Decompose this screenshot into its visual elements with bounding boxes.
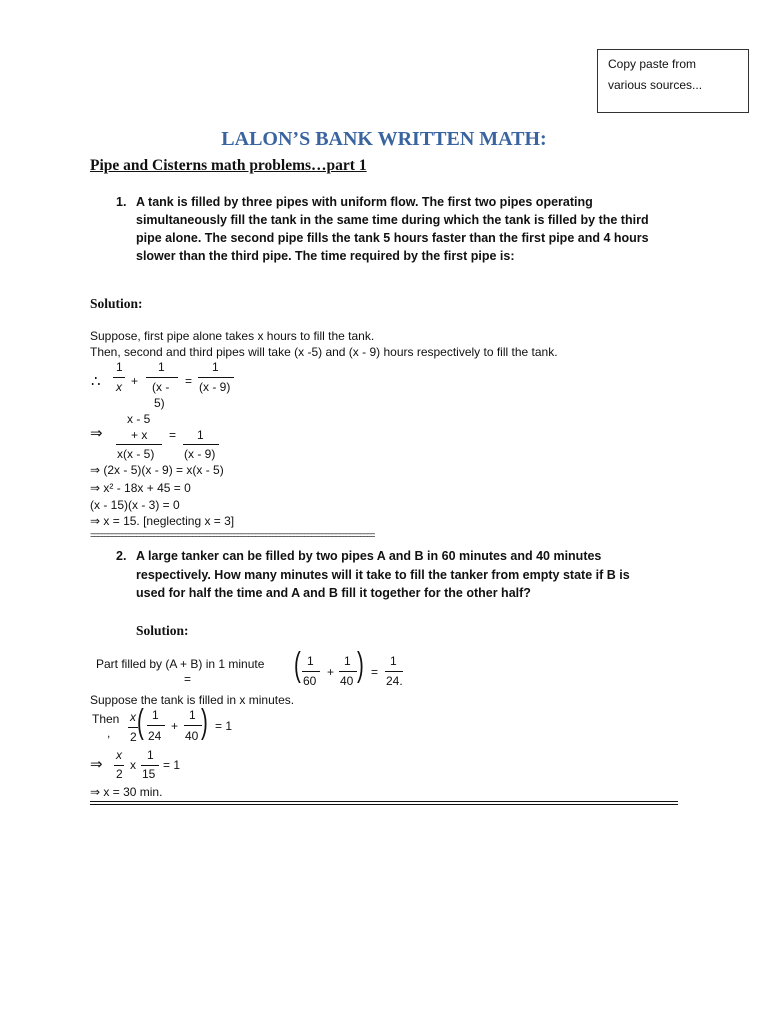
fraction-numerator: x [116, 748, 122, 762]
source-note-box [597, 49, 749, 113]
solution-1-intro: Then, second and third pipes will take (x -5) and (x - 9) hours respectively to fill the tank. [90, 345, 558, 359]
fraction-denominator: 60 [303, 674, 317, 688]
fraction-bar [302, 671, 320, 672]
question-2-line: A large tanker can be filled by two pipes A and B in 60 minutes and 40 minutes [136, 549, 602, 563]
solution-2-label: Solution: [136, 623, 189, 638]
comma: , [107, 726, 111, 740]
fraction-bar [339, 671, 357, 672]
implies-arrow: ⇒ [90, 756, 103, 773]
fraction-bar [147, 725, 165, 726]
plus-sign: + [131, 374, 139, 388]
solution-1-step: ⇒ x² - 18x + 45 = 0 [90, 481, 191, 495]
fraction-numerator: 1 [212, 360, 219, 374]
left-paren: ( [137, 703, 144, 741]
fraction-numerator: x [130, 710, 136, 724]
fraction-numerator: 1 [307, 654, 314, 668]
fraction-denominator: (x - [152, 380, 170, 394]
question-1-line: slower than the third pipe. The time required by the first pipe is: [136, 249, 515, 263]
part-filled-label: Part filled by (A + B) in 1 minute [96, 657, 265, 671]
fraction-numerator: 1 [197, 428, 204, 442]
fraction-denominator: x(x - 5) [117, 447, 155, 461]
fraction-denominator: 40 [185, 729, 199, 743]
fraction-denominator: 2 [116, 767, 123, 781]
question-2-line: used for half the time and A and B fill it together for the other half? [136, 586, 531, 600]
fraction-bar [141, 765, 159, 766]
separator-line: ================================================================================= [90, 531, 374, 541]
fraction-bar [385, 671, 403, 672]
right-paren: ) [357, 646, 364, 684]
fraction-denominator: x [116, 380, 122, 394]
document-title: LALON’S BANK WRITTEN MATH: [221, 128, 547, 150]
solution-1-intro: Suppose, first pipe alone takes x hours to fill the tank. [90, 329, 375, 343]
fraction-denominator: 40 [340, 674, 354, 688]
fraction-numerator: 1 [116, 360, 123, 374]
result-text: = 1 [163, 758, 181, 772]
fraction-denominator: 5) [154, 396, 165, 410]
question-1-line: A tank is filled by three pipes with uniform flow. The first two pipes operating [136, 195, 593, 209]
question-1-line: pipe alone. The second pipe fills the tank 5 hours faster than the first pipe and 4 hours [136, 231, 649, 245]
solution-1-step: ⇒ x = 15. [neglecting x = 3] [90, 514, 235, 528]
fraction-numerator: 1 [390, 654, 397, 668]
question-1-number: 1. [116, 195, 127, 209]
equals-sign: = [169, 428, 177, 442]
fraction-denominator: 24 [148, 729, 162, 743]
question-2-number: 2. [116, 549, 127, 563]
source-note-line-1: Copy paste from [608, 57, 697, 71]
fraction-bar [114, 765, 124, 766]
solution-1-label: Solution: [90, 296, 143, 311]
fraction-numerator: x - 5 [127, 412, 151, 426]
fraction-denominator: (x - 9) [199, 380, 231, 394]
fraction-numerator: 1 [158, 360, 165, 374]
fraction-denominator: (x - 9) [184, 447, 216, 461]
section-end-double-rule [90, 801, 678, 805]
equals-sign: = [185, 374, 193, 388]
fraction-bar [146, 377, 178, 378]
fraction-numerator: + x [131, 428, 148, 442]
fraction-bar [184, 725, 202, 726]
fraction-denominator: 15 [142, 767, 156, 781]
fraction-bar [198, 377, 234, 378]
fraction-bar [113, 377, 125, 378]
fraction-denominator: 24. [386, 674, 403, 688]
plus-sign: + [327, 665, 335, 679]
plus-sign: + [171, 719, 179, 733]
therefore-symbol: ∴ [91, 373, 101, 390]
times-sign: x [130, 758, 136, 772]
fraction-bar [116, 444, 162, 445]
right-paren: ) [201, 703, 208, 741]
section-subtitle: Pipe and Cisterns math problems…part 1 [90, 157, 367, 174]
fraction-numerator: 1 [344, 654, 351, 668]
fraction-numerator: 1 [152, 708, 159, 722]
source-note-line-2: various sources... [608, 78, 703, 92]
solution-1-step: ⇒ (2x - 5)(x - 9) = x(x - 5) [90, 463, 224, 477]
then-word: Then [92, 712, 120, 726]
equals-sign: = [184, 672, 192, 686]
question-2-line: respectively. How many minutes will it take to fill the tanker from empty state if B is [136, 568, 630, 582]
question-1-line: simultaneously fill the tank in the same time during which the tank is filled by the third [136, 213, 649, 227]
fraction-denominator: 2 [130, 730, 137, 744]
left-paren: ( [294, 646, 301, 684]
result-text: = 1 [215, 719, 233, 733]
equals-sign: = [371, 665, 379, 679]
implies-arrow: ⇒ [90, 425, 103, 442]
solution-1-step: (x - 15)(x - 3) = 0 [90, 498, 180, 512]
fraction-numerator: 1 [147, 748, 154, 762]
fraction-numerator: 1 [189, 708, 196, 722]
final-answer: ⇒ x = 30 min. [90, 785, 163, 799]
suppose-line: Suppose the tank is filled in x minutes. [90, 693, 295, 707]
fraction-bar [183, 444, 219, 445]
